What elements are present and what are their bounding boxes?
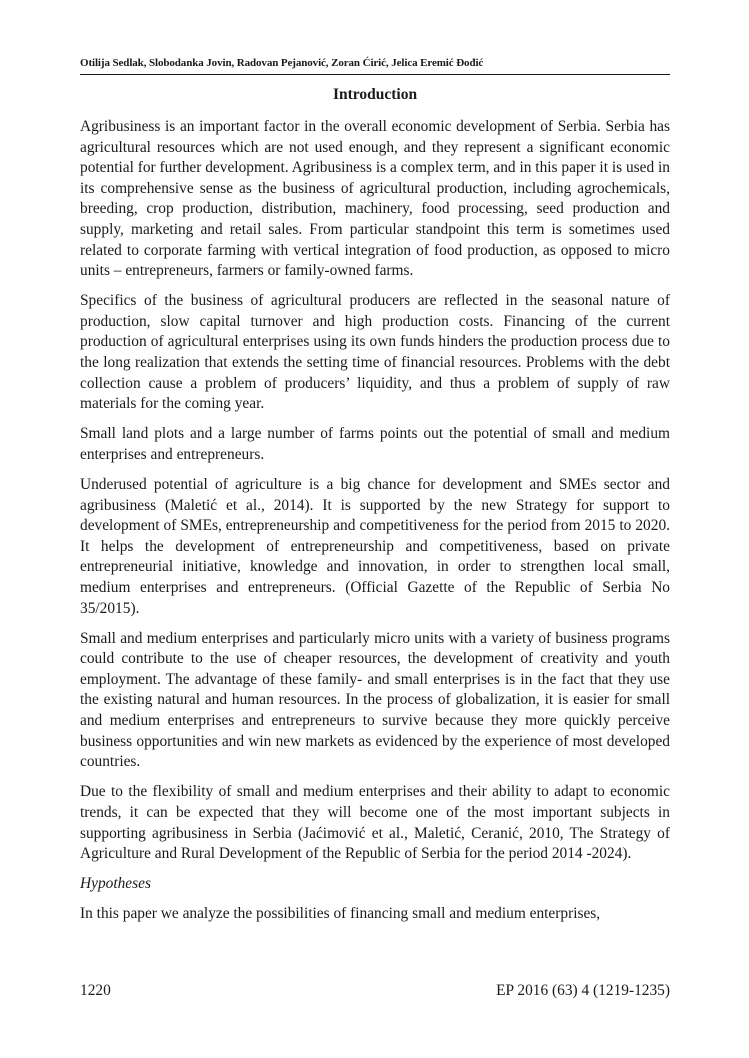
page-number: 1220 <box>80 982 111 999</box>
body-text <box>80 117 670 934</box>
section-title: Introduction <box>332 86 418 103</box>
header-rule <box>80 74 670 75</box>
journal-reference: EP 2016 (63) 4 (1219-1235) <box>496 982 670 999</box>
paragraph: Small land plots and a large number of farms points out the potential of small and medium enterprises and entrepreneurs. <box>80 425 670 463</box>
paragraph: Agribusiness is an important factor in the overall economic development of Serbia. Serbia has agricultural resources which are not used enough, and they represent a significant economic potential for further development. Agribusiness is a complex term, and in this paper it is used in its comprehensive sense as the business of agricultural production, including agrochemicals, breeding, crop production, distribution, machinery, food processing, seed production and supply, marketing and retail sales. From particular standpoint this term is sometimes used related to corporate farming with vertical integration of food production, as opposed to micro units – entrepreneurs, farmers or family-owned farms. <box>80 118 670 280</box>
paragraph: In this paper we analyze the possibilities of financing small and medium enterprises, <box>80 905 601 923</box>
paragraph: Underused potential of agriculture is a big chance for development and SMEs sector and agribusiness (Maletić et al., 2014). It is supported by the new Strategy for support to development of SMEs, entrepreneurship and competitiveness for the period from 2015 to 2020. It helps the development of entrepreneurship and competitiveness, based on private entrepreneurial initiative, knowledge and innovation, in order to strengthen local small, medium enterprises and entrepreneurs. (Official Gazette of the Republic of Serbia No 35/2015). <box>80 476 670 617</box>
paragraph: Small and medium enterprises and particularly micro units with a variety of business programs could contribute to the use of cheaper resources, the development of creativity and youth employment. The advantage of these family- and small enterprises is in the fact that they use the existing natural and human resources. In the process of globalization, it is easier for small and medium enterprises and entrepreneurs to survive because they more quickly perceive business opportunities and win new markets as evidenced by the experience of most developed countries. <box>80 629 670 771</box>
paragraph: Specifics of the business of agricultural producers are reflected in the seasonal nature of production, slow capital turnover and high production costs. Financing of the current production of agricultural enterprises using its own funds hinders the production process due to the long realization that extends the setting time of financial resources. Problems with the debt collection cause a problem of producers’ liquidity, and thus a problem of supply of raw materials for the coming year. <box>80 292 670 413</box>
subheading-hypotheses: Hypotheses <box>80 875 151 893</box>
running-head-authors: Otilija Sedlak, Slobodanka Jovin, Radovan Pejanović, Zoran Ćirić, Jelica Eremić Đođić <box>80 57 484 69</box>
page-footer <box>80 982 670 1000</box>
paragraph: Due to the flexibility of small and medium enterprises and their ability to adapt to economic trends, it can be expected that they will become one of the most important subjects in supporting agribusiness in Serbia (Jaćimović et al., Maletić, Ceranić, 2010, The Strategy of Agriculture and Rural Development of the Republic of Serbia for the period 2014 -2024). <box>80 783 670 863</box>
